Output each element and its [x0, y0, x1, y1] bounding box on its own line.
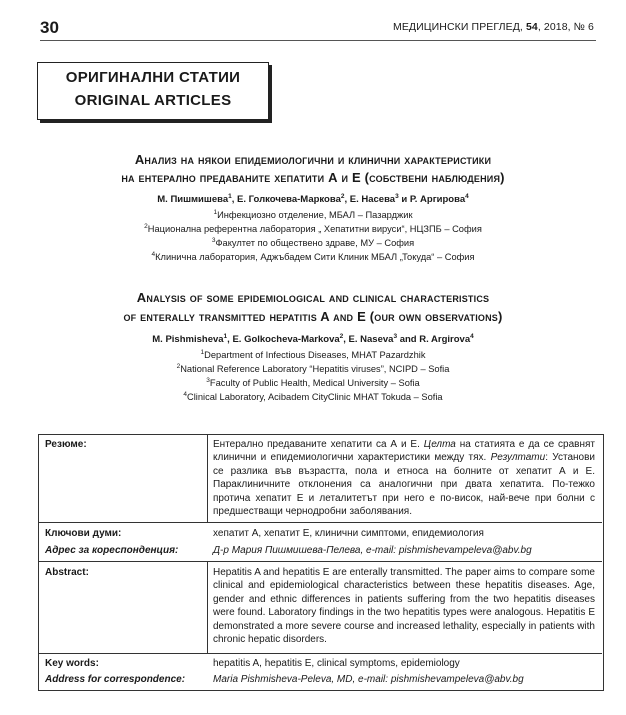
title-en-line2: of enterally transmitted hepatitis A and E (our own observations) — [123, 309, 503, 324]
address-en: Maria Pishmisheva-Peleva, MD, e-mail: pishmishevampeleva@abv.bg — [213, 674, 524, 685]
section-heading-box — [37, 62, 269, 120]
header-divider — [40, 40, 596, 41]
table-column-divider — [207, 434, 208, 522]
keywords-label-en: Key words: — [45, 658, 99, 669]
title-bg-line1: Анализ на някои епидемиологични и клинични характеристики — [134, 152, 492, 167]
abstract-text: Hepatitis A and hepatitis E are enterally transmitted. The paper aims to compare some clinical and epidemiological characteristics between these hepatitis diseases. Age, gender and ethnic differences in patients suffering from the two hepatitis diseases were found. Laboratory findings in the two hepatitis types were analogous. Hepatitis E demonstrated a more severe course and increased lethality, especially in patients with chronic hepatic disorders. — [213, 567, 595, 646]
keywords-bg: хепатит А, хепатит Е, клинични симптоми, епидемиология — [213, 528, 484, 539]
address-bg: Д-р Мария Пишмишева-Пелева, e-mail: pishmishevampeleva@abv.bg — [213, 545, 532, 556]
table-section-divider — [38, 561, 602, 562]
table-row-divider — [38, 522, 602, 523]
author: M. Pishmisheva — [152, 334, 224, 345]
affiliation-en: $^4$Clinical Laboratory, Acibadem CityClinic MHAT Tokuda – Sofia — [183, 390, 443, 402]
keywords-en: hepatitis A, hepatitis E, clinical symptoms, epidemiology — [213, 658, 460, 669]
title-en-line1: Analysis of some epidemiological and clinical characteristics — [136, 290, 490, 305]
section-heading-bg: ОРИГИНАЛНИ СТАТИИ — [65, 69, 241, 86]
author: М. Пишмишева — [157, 194, 229, 205]
author: E. Golkocheva-Markova — [232, 334, 340, 345]
affiliation-bg: $^1$Инфекциозно отделение, МБАЛ – Пазарджик — [213, 208, 413, 220]
author: R. Argirova — [419, 334, 471, 345]
affiliation-bg: $^4$Клинична лаборатория, Аджъбадем Сити Клиник МБАЛ „Токуда“ – София — [151, 250, 475, 262]
title-bg-line2: на ентерално предаваните хепатити А и Е (собствени наблюдения) — [121, 170, 505, 185]
journal-year-issue: , 2018, № 6 — [537, 21, 594, 33]
affiliation-bg: $^2$Национална референтна лаборатория „ Хепатитни вируси“, НЦЗПБ – София — [144, 222, 482, 234]
abstract-label: Abstract: — [45, 567, 89, 578]
table-row-divider — [38, 653, 602, 654]
affiliation-en: $^3$Faculty of Public Health, Medical University – Sofia — [206, 376, 420, 388]
author: Е. Насева — [349, 194, 396, 205]
journal-name: МЕДИЦИНСКИ ПРЕГЛЕД, — [392, 21, 526, 33]
affiliation-en: $^1$Department of Infectious Diseases, MHAT Pazardzhik — [200, 348, 426, 360]
author: E. Naseva — [348, 334, 394, 345]
authors-en: M. Pishmisheva$^1$, E. Golkocheva-Markova$^2$, E. Naseva$^3$ and R. Argirova$^4$ — [152, 332, 474, 345]
address-label-en: Address for correspondence: — [45, 674, 186, 685]
keywords-label-bg: Ключови думи: — [45, 528, 122, 539]
section-heading-en: ORIGINAL ARTICLES — [74, 92, 232, 109]
journal-volume: 54 — [525, 21, 538, 33]
author: Е. Голкочева-Маркова — [237, 194, 341, 205]
affiliation-bg: $^3$Факултет по обществено здраве, МУ – София — [211, 236, 415, 248]
address-label-bg: Адрес за кореспонденция: — [45, 545, 179, 556]
resume-label: Резюме: — [45, 439, 87, 450]
authors-bg: М. Пишмишева$^1$, Е. Голкочева-Маркова$^2$, Е. Насева$^3$ и Р. Аргирова$^4$ — [157, 192, 469, 205]
journal-citation — [393, 21, 594, 33]
table-column-divider — [207, 561, 208, 653]
resume-text: Ентерално предаваните хепатити са А и Е. Целта на статията е да се сравнят клинични и епидемиологични характеристики между тях. Резултати: Установи се разлика във възрастта, пола и етноса на болните от хепатит А и Е. Параклиничните отклонения са аналогични при двата хепатита. По-тежко протича хепатит Е и леталитетът при него е по-висок, най-вече при болни с предшестващи чернодробни заболявания. — [213, 439, 595, 518]
affiliation-en: $^2$National Reference Laboratory “Hepatitis viruses”, NCIPD – Sofia — [176, 362, 450, 374]
author: Р. Аргирова — [409, 194, 466, 205]
page-number: 30 — [40, 18, 59, 37]
